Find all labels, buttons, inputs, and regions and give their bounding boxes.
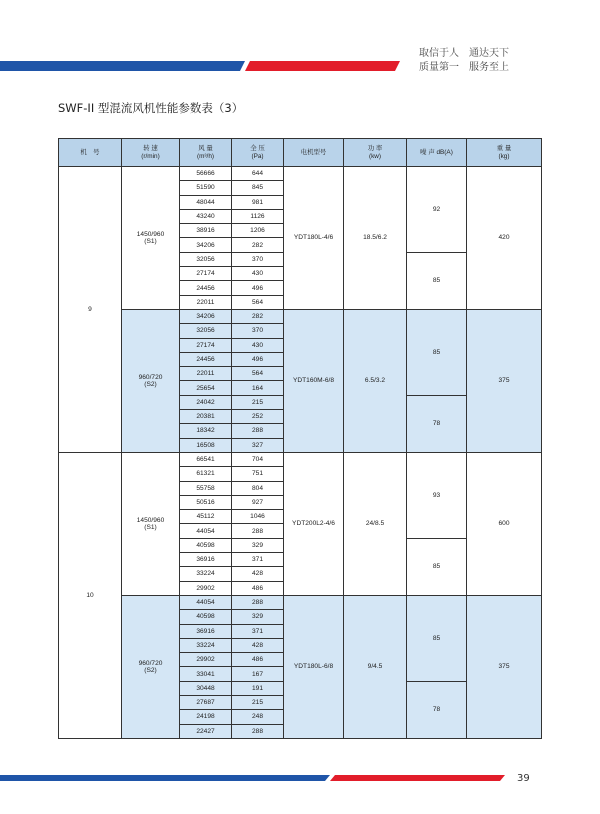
noise-cell: 85 <box>407 538 467 595</box>
table-row <box>59 452 542 466</box>
pressure-cell: 845 <box>232 181 284 195</box>
pressure-cell: 371 <box>232 624 284 638</box>
pressure-cell: 804 <box>232 481 284 495</box>
airflow-cell: 33224 <box>180 567 232 581</box>
pressure-cell: 644 <box>232 167 284 181</box>
pressure-cell: 1046 <box>232 510 284 524</box>
column-header: 噪 声 dB(A) <box>407 139 467 167</box>
pressure-cell: 428 <box>232 567 284 581</box>
airflow-cell: 40598 <box>180 538 232 552</box>
airflow-cell: 33224 <box>180 638 232 652</box>
pressure-cell: 288 <box>232 724 284 738</box>
pressure-cell: 329 <box>232 538 284 552</box>
pressure-cell: 215 <box>232 695 284 709</box>
airflow-cell: 33041 <box>180 667 232 681</box>
airflow-cell: 30448 <box>180 681 232 695</box>
airflow-cell: 22427 <box>180 724 232 738</box>
airflow-cell: 18342 <box>180 424 232 438</box>
pressure-cell: 564 <box>232 367 284 381</box>
slogan-line-2: 质量第一 服务至上 <box>419 62 509 73</box>
speed-cell: 1450/960 (S1) <box>122 167 180 310</box>
pressure-cell: 288 <box>232 524 284 538</box>
airflow-cell: 32056 <box>180 324 232 338</box>
airflow-cell: 45112 <box>180 510 232 524</box>
column-header: 风 量 (m³/h) <box>180 139 232 167</box>
airflow-cell: 24042 <box>180 395 232 409</box>
column-header: 重 量 (kg) <box>467 139 542 167</box>
table-header-row <box>59 139 542 167</box>
pressure-cell: 370 <box>232 324 284 338</box>
table-row <box>59 309 542 323</box>
pressure-cell: 1126 <box>232 209 284 223</box>
pressure-cell: 486 <box>232 653 284 667</box>
airflow-cell: 51590 <box>180 181 232 195</box>
airflow-cell: 16508 <box>180 438 232 452</box>
noise-cell: 85 <box>407 309 467 395</box>
airflow-cell: 38916 <box>180 224 232 238</box>
weight-cell: 420 <box>467 167 542 310</box>
pressure-cell: 704 <box>232 452 284 466</box>
airflow-cell: 27174 <box>180 267 232 281</box>
pressure-cell: 496 <box>232 281 284 295</box>
airflow-cell: 29902 <box>180 581 232 595</box>
weight-cell: 375 <box>467 595 542 738</box>
airflow-cell: 66541 <box>180 452 232 466</box>
pressure-cell: 927 <box>232 495 284 509</box>
table-title: SWF-II 型混流风机性能参数表（3） <box>58 101 244 115</box>
machine-number-cell: 10 <box>59 452 122 738</box>
pressure-cell: 486 <box>232 581 284 595</box>
airflow-cell: 20381 <box>180 410 232 424</box>
pressure-cell: 430 <box>232 267 284 281</box>
power-cell: 24/8.5 <box>344 452 407 595</box>
airflow-cell: 43240 <box>180 209 232 223</box>
pressure-cell: 288 <box>232 595 284 609</box>
airflow-cell: 61321 <box>180 467 232 481</box>
footer-stripe <box>0 772 600 784</box>
noise-cell: 78 <box>407 681 467 738</box>
airflow-cell: 24198 <box>180 710 232 724</box>
speed-cell: 960/720 (S2) <box>122 595 180 738</box>
column-header: 机 号 <box>59 139 122 167</box>
airflow-cell: 22011 <box>180 295 232 309</box>
noise-cell: 78 <box>407 395 467 452</box>
airflow-cell: 40598 <box>180 610 232 624</box>
speed-cell: 1450/960 (S1) <box>122 452 180 595</box>
airflow-cell: 29902 <box>180 653 232 667</box>
page-number: 39 <box>517 773 530 784</box>
airflow-cell: 48044 <box>180 195 232 209</box>
motor-model-cell: YDT200L2-4/6 <box>284 452 344 595</box>
column-header: 电机型号 <box>284 139 344 167</box>
pressure-cell: 430 <box>232 338 284 352</box>
performance-table <box>58 138 542 739</box>
motor-model-cell: YDT160M-6/8 <box>284 309 344 452</box>
table-row <box>59 167 542 181</box>
airflow-cell: 55758 <box>180 481 232 495</box>
noise-cell: 92 <box>407 167 467 253</box>
airflow-cell: 34206 <box>180 309 232 323</box>
airflow-cell: 27687 <box>180 695 232 709</box>
pressure-cell: 191 <box>232 681 284 695</box>
airflow-cell: 32056 <box>180 252 232 266</box>
speed-cell: 960/720 (S2) <box>122 309 180 452</box>
noise-cell: 85 <box>407 595 467 681</box>
pressure-cell: 282 <box>232 238 284 252</box>
column-header: 转 速 (r/min) <box>122 139 180 167</box>
pressure-cell: 981 <box>232 195 284 209</box>
airflow-cell: 25654 <box>180 381 232 395</box>
weight-cell: 375 <box>467 309 542 452</box>
motor-model-cell: YDT180L-6/8 <box>284 595 344 738</box>
pressure-cell: 327 <box>232 438 284 452</box>
noise-cell: 93 <box>407 452 467 538</box>
airflow-cell: 24456 <box>180 281 232 295</box>
airflow-cell: 36916 <box>180 624 232 638</box>
pressure-cell: 164 <box>232 381 284 395</box>
power-cell: 18.5/6.2 <box>344 167 407 310</box>
pressure-cell: 751 <box>232 467 284 481</box>
noise-cell: 85 <box>407 252 467 309</box>
airflow-cell: 44054 <box>180 524 232 538</box>
header-stripe <box>0 58 600 74</box>
weight-cell: 600 <box>467 452 542 595</box>
pressure-cell: 371 <box>232 553 284 567</box>
pressure-cell: 428 <box>232 638 284 652</box>
column-header: 功 率 (kw) <box>344 139 407 167</box>
pressure-cell: 282 <box>232 309 284 323</box>
power-cell: 6.5/3.2 <box>344 309 407 452</box>
airflow-cell: 36916 <box>180 553 232 567</box>
header-slogan <box>419 47 509 75</box>
pressure-cell: 564 <box>232 295 284 309</box>
airflow-cell: 27174 <box>180 338 232 352</box>
motor-model-cell: YDT180L-4/6 <box>284 167 344 310</box>
pressure-cell: 248 <box>232 710 284 724</box>
airflow-cell: 44054 <box>180 595 232 609</box>
power-cell: 9/4.5 <box>344 595 407 738</box>
airflow-cell: 50516 <box>180 495 232 509</box>
table-row <box>59 595 542 609</box>
slogan-line-1: 取信于人 通达天下 <box>419 48 509 59</box>
airflow-cell: 56666 <box>180 167 232 181</box>
pressure-cell: 370 <box>232 252 284 266</box>
pressure-cell: 329 <box>232 610 284 624</box>
airflow-cell: 34206 <box>180 238 232 252</box>
machine-number-cell: 9 <box>59 167 122 453</box>
pressure-cell: 496 <box>232 352 284 366</box>
pressure-cell: 252 <box>232 410 284 424</box>
pressure-cell: 215 <box>232 395 284 409</box>
pressure-cell: 167 <box>232 667 284 681</box>
airflow-cell: 22011 <box>180 367 232 381</box>
pressure-cell: 288 <box>232 424 284 438</box>
airflow-cell: 24456 <box>180 352 232 366</box>
pressure-cell: 1206 <box>232 224 284 238</box>
column-header: 全 压 (Pa) <box>232 139 284 167</box>
